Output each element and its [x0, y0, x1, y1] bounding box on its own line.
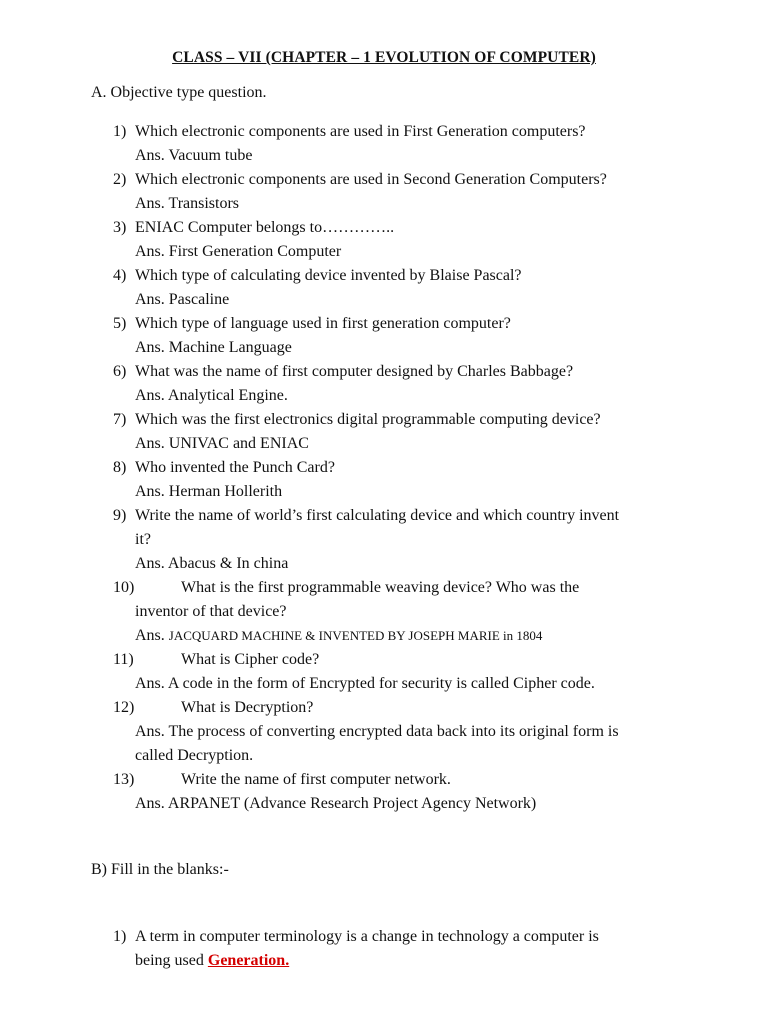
answer-prefix: Ans. — [135, 627, 169, 644]
question-number: 7) — [113, 411, 127, 428]
section-b-question-list — [0, 925, 768, 973]
question-item-6 — [0, 360, 768, 408]
answer-text: Ans. Analytical Engine. — [135, 387, 288, 404]
answer-text: Ans. The process of converting encrypted data back into its original form is — [135, 723, 619, 740]
question-item-1 — [0, 120, 768, 168]
answer-text — [135, 624, 542, 648]
question-number: 8) — [113, 459, 127, 476]
answer-text: Ans. A code in the form of Encrypted for security is called Cipher code. — [135, 675, 595, 692]
answer-text: Ans. Abacus & In china — [135, 555, 289, 572]
question-text: Write the name of first computer network. — [181, 771, 451, 788]
question-item-4 — [0, 264, 768, 312]
question-item-7 — [0, 408, 768, 456]
question-number: 1) — [113, 123, 127, 140]
question-number: 1) — [113, 928, 127, 945]
question-number: 11) — [113, 651, 134, 668]
highlighted-answer: Generation. — [207, 952, 290, 969]
question-item-11 — [0, 648, 768, 696]
question-item-10 — [0, 576, 768, 648]
answer-text: Ans. First Generation Computer — [135, 243, 342, 260]
question-item-9 — [0, 504, 768, 576]
question-text: Which type of language used in first generation computer? — [135, 315, 511, 332]
question-item-5 — [0, 312, 768, 360]
question-text: Which type of calculating device invented by Blaise Pascal? — [135, 267, 522, 284]
answer-text: Ans. Herman Hollerith — [135, 483, 283, 500]
section-a-heading: A. Objective type question. — [91, 84, 267, 101]
answer-text: Ans. Transistors — [135, 195, 240, 212]
answer-text: Ans. Pascaline — [135, 291, 230, 308]
question-text: What is Cipher code? — [181, 651, 320, 668]
question-number: 5) — [113, 315, 127, 332]
question-text: Which electronic components are used in First Generation computers? — [135, 123, 586, 140]
question-number: 12) — [113, 699, 135, 716]
answer-text-continued: called Decryption. — [135, 747, 254, 764]
answer-caps-text: JACQUARD MACHINE & INVENTED BY JOSEPH MARIE in 1804 — [168, 628, 543, 643]
question-text: Write the name of world’s first calculating device and which country invent — [135, 507, 620, 524]
question-item-12 — [0, 696, 768, 768]
question-prefix: being used — [135, 952, 208, 969]
question-number: 9) — [113, 507, 127, 524]
question-text-continued: inventor of that device? — [135, 603, 287, 620]
page-title: CLASS – VII (CHAPTER – 1 EVOLUTION OF COMPUTER) — [172, 49, 596, 66]
answer-text: Ans. Machine Language — [135, 339, 292, 356]
question-text: A term in computer terminology is a change in technology a computer is — [135, 928, 599, 945]
question-item-2 — [0, 168, 768, 216]
question-number: 10) — [113, 579, 135, 596]
question-number: 3) — [113, 219, 127, 236]
question-number: 2) — [113, 171, 127, 188]
section-a-question-list — [0, 120, 768, 816]
question-number: 6) — [113, 363, 127, 380]
question-item-13 — [0, 768, 768, 816]
section-b-heading: B) Fill in the blanks:- — [91, 861, 229, 878]
question-number: 4) — [113, 267, 127, 284]
question-text: What is Decryption? — [181, 699, 314, 716]
question-text: Who invented the Punch Card? — [135, 459, 335, 476]
answer-text: Ans. ARPANET (Advance Research Project Agency Network) — [135, 795, 537, 812]
question-text: What was the name of first computer designed by Charles Babbage? — [135, 363, 574, 380]
question-text: Which was the first electronics digital programmable computing device? — [135, 411, 601, 428]
question-text: What is the first programmable weaving device? Who was the — [181, 579, 580, 596]
question-text-continued: it? — [135, 531, 151, 548]
answer-text: Ans. Vacuum tube — [135, 147, 253, 164]
answer-text: Ans. UNIVAC and ENIAC — [135, 435, 309, 452]
fill-blank-item-1 — [0, 925, 768, 973]
question-number: 13) — [113, 771, 135, 788]
question-item-8 — [0, 456, 768, 504]
question-text: Which electronic components are used in Second Generation Computers? — [135, 171, 607, 188]
question-text-continued — [135, 949, 289, 973]
question-item-3 — [0, 216, 768, 264]
question-text: ENIAC Computer belongs to………….. — [135, 219, 395, 236]
